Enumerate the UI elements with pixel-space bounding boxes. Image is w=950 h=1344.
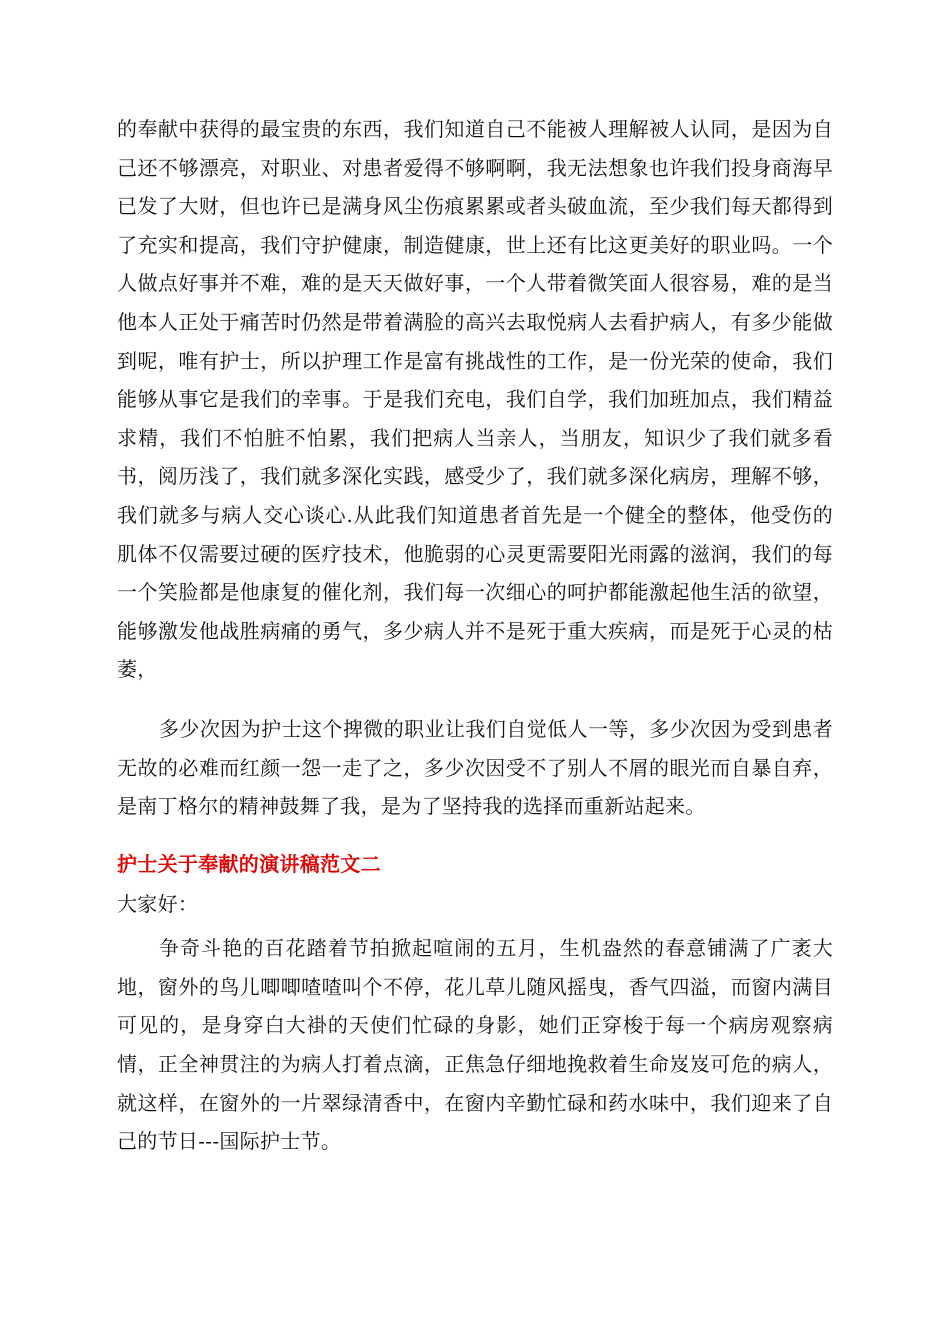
greeting-line: 大家好： (117, 891, 199, 916)
document-body (117, 110, 833, 1161)
section-heading: 护士关于奉献的演讲稿范文二 (117, 851, 381, 876)
body-paragraph: 多少次因为护士这个捭微的职业让我们自觉低人一等，多少次因为受到患者无故的必难而红颜一怨一走了之，多少次因受不了别人不屑的眼光而自暴自弃，是南丁格尔的精神鼓舞了我，是为了坚持我的选择而重新站起来。 (117, 716, 833, 819)
body-paragraph: 争奇斗艳的百花踏着节拍掀起喧闹的五月，生机盎然的春意铺满了广袤大地，窗外的鸟儿唧唧喳喳叫个不停，花儿草儿随风摇曳，香气四溢，而窗内满目可见的，是身穿白大褂的天使们忙碌的身影，她们正穿梭于每一个病房观察病情，正全神贯注的为病人打着点滴，正焦急仔细地挽救着生命岌岌可危的病人，就这样，在窗外的一片翠绿清香中，在窗内辛勤忙碌和药水味中，我们迎来了自己的节日---国际护士节。 (117, 936, 833, 1154)
body-paragraph-continued: 的奉献中获得的最宝贵的东西，我们知道自己不能被人理解被人认同，是因为自己还不够漂亮，对职业、对患者爱得不够啊啊，我无法想象也许我们投身商海早已发了大财，但也许已是满身风尘伤痕累累或者头破血流，至少我们每天都得到了充实和提高，我们守护健康，制造健康，世上还有比这更美好的职业吗。一个人做点好事并不难，难的是天天做好事，一个人带着微笑面人很容易，难的是当他本人正处于痛苦时仍然是带着满脸的高兴去取悦病人去看护病人，有多少能做到呢，唯有护士，所以护理工作是富有挑战性的工作，是一份光荣的使命，我们能够从事它是我们的幸事。于是我们充电，我们自学，我们加班加点，我们精益求精，我们不怕脏不怕累，我们把病人当亲人，当朋友，知识少了我们就多看书，阅历浅了，我们就多深化实践，感受少了，我们就多深化病房，理解不够，我们就多与病人交心谈心.从此我们知道患者首先是一个健全的整体，他受伤的肌体不仅需要过硬的医疗技术，他脆弱的心灵更需要阳光雨露的滋润，我们的每一个笑脸都是他康复的催化剂，我们每一次细心的呵护都能激起他生活的欲望，能够激发他战胜病痛的勇气，多少病人并不是死于重大疾病，而是死于心灵的枯萎， (117, 117, 833, 682)
